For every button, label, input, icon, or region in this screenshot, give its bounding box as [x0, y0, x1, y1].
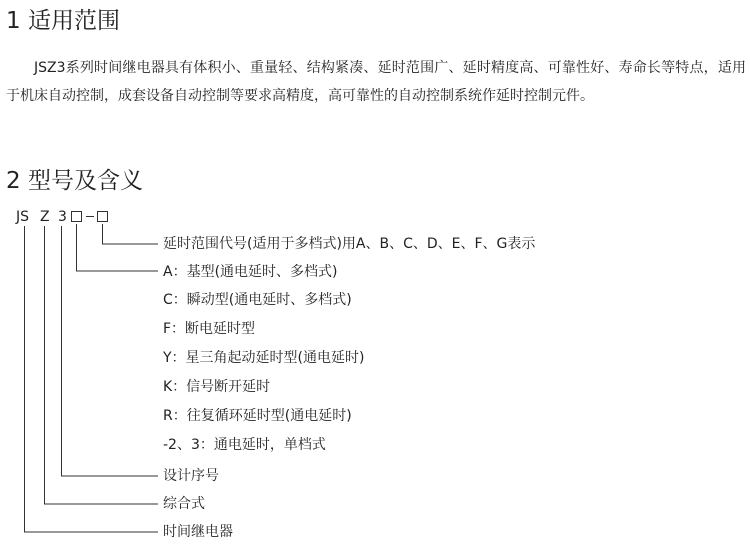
- model-code-type-box: [71, 211, 82, 222]
- label-integrated: 综合式: [163, 496, 205, 512]
- model-code-range-box: [97, 211, 108, 222]
- bracket-line-type: [77, 224, 159, 271]
- bracket-line-integrated: [45, 226, 159, 504]
- label-type-r: R：往复循环延时型(通电延时): [163, 408, 352, 424]
- model-code-z: Z: [40, 209, 50, 225]
- model-code-3: 3: [58, 209, 67, 225]
- label-type-single: -2、3：通电延时，单档式: [163, 437, 326, 453]
- bracket-line-range: [103, 224, 159, 244]
- section-1-title: 1 适用范围: [6, 8, 120, 34]
- label-design-number: 设计序号: [163, 468, 219, 484]
- label-type-k: K：信号断开延时: [163, 379, 271, 395]
- bracket-line-design-number: [62, 226, 159, 476]
- label-type-y: Y：星三角起动延时型(通电延时): [163, 350, 365, 366]
- label-range-code: 延时范围代号(适用于多档式)用A、B、C、D、E、F、G表示: [163, 236, 536, 252]
- model-code-dash: [86, 216, 94, 217]
- label-time-relay: 时间继电器: [163, 524, 233, 540]
- section-2-title: 2 型号及含义: [6, 168, 143, 194]
- label-type-c: C：瞬动型(通电延时、多档式): [163, 292, 352, 308]
- section-1-paragraph: JSZ3系列时间继电器具有体积小、重量轻、结构紧凑、延时范围广、延时精度高、可靠性好、寿命长等特点，适用于机床自动控制，成套设备自动控制等要求高精度，高可靠性的自动控制系统作延时控制元件。: [6, 60, 746, 104]
- model-code-js: JS: [16, 209, 30, 225]
- label-type-a: A：基型(通电延时、多档式): [163, 264, 338, 280]
- label-type-f: F：断电延时型: [163, 321, 256, 337]
- bracket-line-time-relay: [25, 226, 159, 532]
